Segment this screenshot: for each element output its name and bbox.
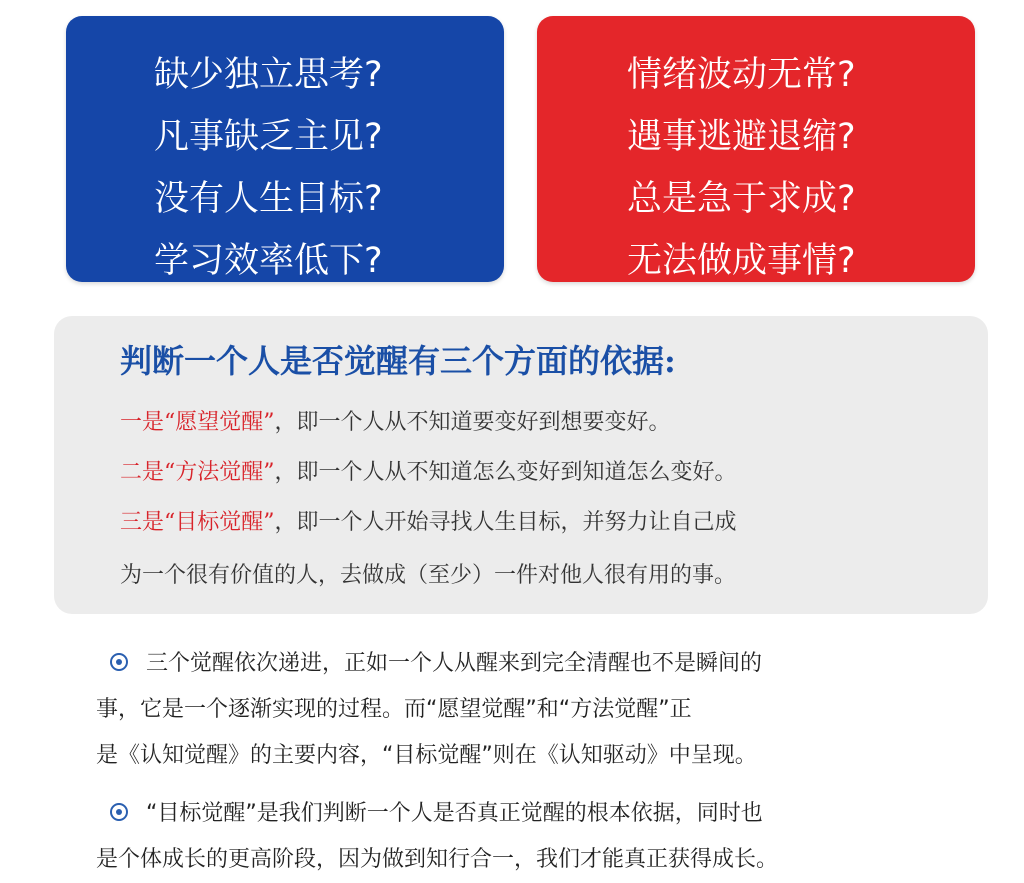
paragraph-line: 是个体成长的更高阶段，因为做到知行合一，我们才能真正获得成长。 xyxy=(96,847,779,872)
question-item: 凡事缺乏主见? xyxy=(154,117,383,157)
criteria-lead: 二是“方法觉醒” xyxy=(120,460,275,485)
question-item: 遇事逃避退缩? xyxy=(627,117,856,157)
paragraph-line xyxy=(96,791,956,837)
blue-question-list xyxy=(154,44,383,292)
criteria-item xyxy=(120,398,737,448)
criteria-text: ，即一个人从不知道要变好到想要变好。 xyxy=(274,410,671,435)
panel-title: 判断一个人是否觉醒有三个方面的依据: xyxy=(120,342,676,380)
criteria-continuation: 为一个很有价值的人，去做成（至少）一件对他人很有用的事。 xyxy=(120,563,737,588)
paragraph-progression xyxy=(96,641,956,779)
question-item: 无法做成事情? xyxy=(627,241,856,281)
red-question-card xyxy=(537,16,975,282)
paragraph-line: 事，它是一个逐渐实现的过程。而“愿望觉醒”和“方法觉醒”正 xyxy=(96,697,692,722)
awakening-criteria-panel xyxy=(54,316,988,614)
criteria-text: ，即一个人从不知道怎么变好到知道怎么变好。 xyxy=(274,460,737,485)
question-item: 学习效率低下? xyxy=(154,241,383,281)
question-item: 情绪波动无常? xyxy=(627,55,856,95)
paragraph-line xyxy=(96,641,956,687)
criteria-list xyxy=(120,398,737,604)
question-item: 没有人生目标? xyxy=(154,179,383,219)
paragraph-goal-awakening xyxy=(96,791,956,883)
criteria-text: ，即一个人开始寻找人生目标，并努力让自己成 xyxy=(274,510,737,535)
paragraph-line: 是《认知觉醒》的主要内容，“目标觉醒”则在《认知驱动》中呈现。 xyxy=(96,743,757,768)
criteria-lead: 三是“目标觉醒” xyxy=(120,510,275,535)
red-question-list xyxy=(627,44,856,292)
criteria-item xyxy=(120,498,737,548)
circled-dot-icon xyxy=(110,803,128,821)
criteria-lead: 一是“愿望觉醒” xyxy=(120,410,275,435)
paragraph-text: “目标觉醒”是我们判断一个人是否真正觉醒的根本依据，同时也 xyxy=(146,801,763,826)
criteria-item xyxy=(120,448,737,498)
question-item: 缺少独立思考? xyxy=(154,55,383,95)
question-item: 总是急于求成? xyxy=(627,179,856,219)
blue-question-card xyxy=(66,16,504,282)
paragraph-text: 三个觉醒依次递进，正如一个人从醒来到完全清醒也不是瞬间的 xyxy=(146,651,763,676)
circled-dot-icon xyxy=(110,653,128,671)
